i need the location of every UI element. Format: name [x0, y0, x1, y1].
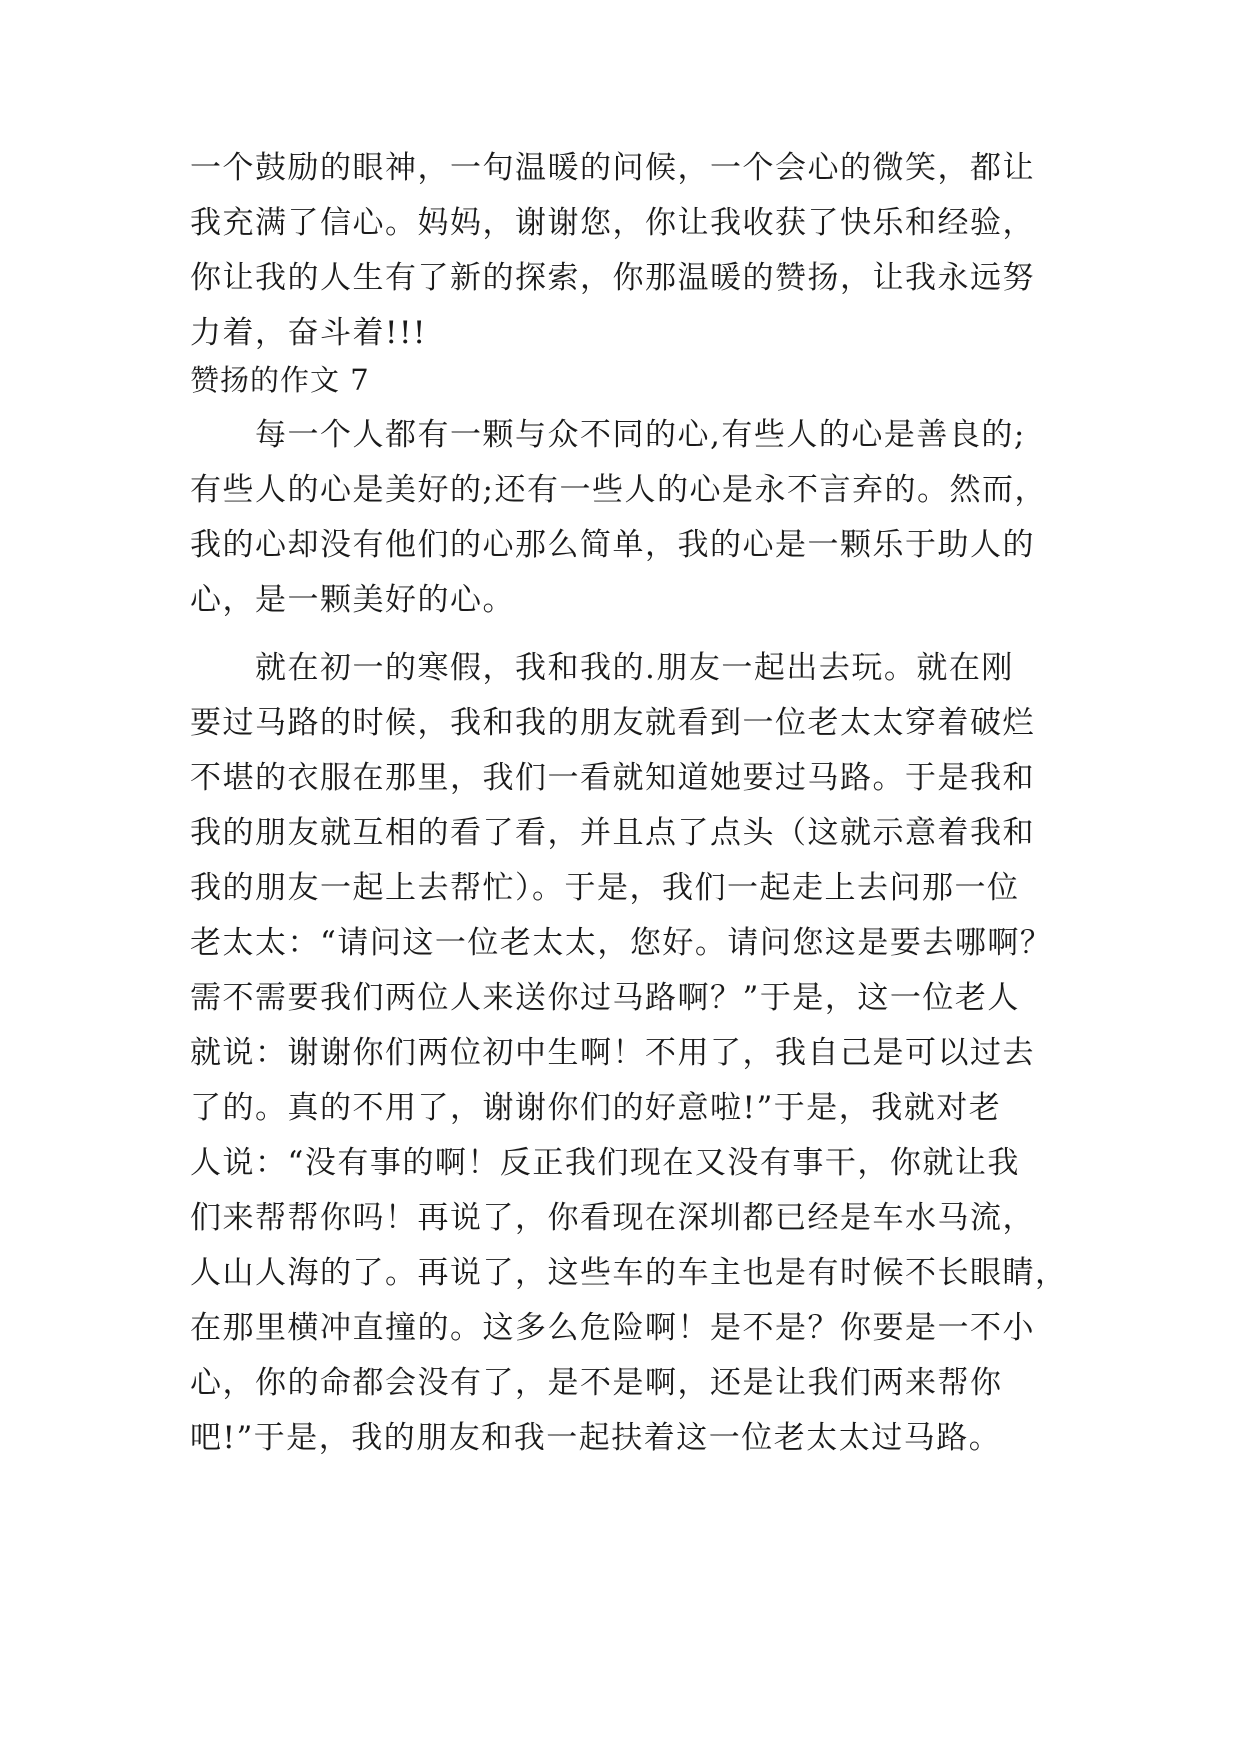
text-line: 了的。真的不用了，谢谢你们的好意啦!”于是，我就对老	[190, 1090, 1002, 1126]
text-line: 要过马路的时候，我和我的朋友就看到一位老太太穿着破烂	[190, 705, 1035, 741]
text-line: 力着，奋斗着!!!	[190, 315, 427, 351]
text-line: 一个鼓励的眼神，一句温暖的问候，一个会心的微笑，都让	[190, 150, 1035, 186]
text-line: 就在初一的寒假，我和我的.朋友一起出去玩。就在刚	[190, 650, 1014, 686]
text-line: 在那里横冲直撞的。这多么危险啊！是不是？你要是一不小	[190, 1310, 1035, 1346]
text-line: 心，是一颗美好的心。	[190, 582, 515, 618]
text-line: 每一个人都有一颗与众不同的心,有些人的心是善良的;	[190, 417, 1026, 453]
text-line: 我的朋友一起上去帮忙）。于是，我们一起走上去问那一位	[190, 870, 1020, 906]
section-heading: 赞扬的作文 7	[190, 363, 370, 397]
text-line: 有些人的心是美好的;还有一些人的心是永不言弃的。然而，	[190, 472, 1047, 508]
text-line: 们来帮帮你吗！再说了，你看现在深圳都已经是车水马流，	[190, 1200, 1035, 1236]
text-line: 吧!”于是，我的朋友和我一起扶着这一位老太太过马路。	[190, 1420, 1002, 1456]
text-line: 心，你的命都会没有了，是不是啊，还是让我们两来帮你	[190, 1365, 1003, 1401]
text-line: 你让我的人生有了新的探索，你那温暖的赞扬，让我永远努	[190, 260, 1035, 296]
text-line: 老太太：“请问这一位老太太，您好。请问您这是要去哪啊？	[190, 925, 1053, 961]
text-line: 需不需要我们两位人来送你过马路啊？”于是，这一位老人	[190, 980, 1020, 1016]
text-line: 人山人海的了。再说了，这些车的车主也是有时候不长眼睛，	[190, 1255, 1068, 1291]
text-line: 我的心却没有他们的心那么简单，我的心是一颗乐于助人的	[190, 527, 1035, 563]
text-line: 我充满了信心。妈妈，谢谢您，你让我收获了快乐和经验，	[190, 205, 1035, 241]
text-line: 就说：谢谢你们两位初中生啊！不用了，我自己是可以过去	[190, 1035, 1035, 1071]
text-line: 不堪的衣服在那里，我们一看就知道她要过马路。于是我和	[190, 760, 1035, 796]
text-line: 我的朋友就互相的看了看，并且点了点头（这就示意着我和	[190, 815, 1035, 851]
text-line: 人说：“没有事的啊！反正我们现在又没有事干，你就让我	[190, 1145, 1020, 1181]
